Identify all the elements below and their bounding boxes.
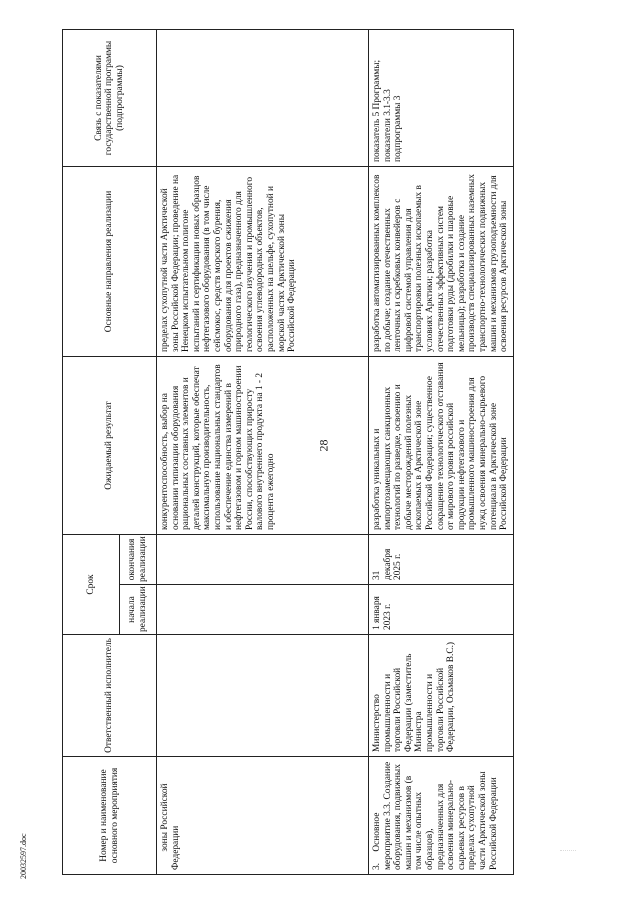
activity-name-cell (157, 757, 369, 875)
header-term-end: окончания реализации (120, 535, 157, 585)
header-name: Номер и наименование основного мероприятия (63, 757, 157, 875)
header-link: Связь с показателями государственной программы (подпрограммы) (63, 30, 157, 167)
rotated-landscape-table (62, 30, 640, 875)
executor-cell: Министерство промышленности и торговли Российской Федерации (заместитель Министра промышленности и торговли Российской Федерации, Осьмаков В.С.) (369, 635, 514, 757)
page-number: 28 (316, 439, 331, 452)
footer-doc-code: 20032597.doc (19, 833, 28, 879)
start-cell: 1 января 2023 г. (369, 585, 514, 635)
end-cell: 31 декабря 2025 г. (369, 535, 514, 585)
header-directions: Основные направления реализации (63, 167, 157, 357)
activities-table (62, 29, 514, 875)
executor-cell (157, 635, 369, 757)
header-result: Ожидаемый результат (63, 357, 157, 535)
link-cell (157, 30, 369, 167)
header-term-start: начала реализации (120, 585, 157, 635)
scan-mark (560, 842, 576, 851)
end-cell (157, 535, 369, 585)
activity-name: Основное мероприятие 3.3. Создание оборудования, подвижных машин и механизмов (в том числе опытных образцов), предназначенных для освоения минерально-сырьевых ресурсов в пределах сухопутной части Арктической зоны Российской Федерации (372, 761, 499, 870)
activity-name-cell (369, 757, 514, 875)
link-cell: показатель 5 Программы; показатели 3.1-3.3 подпрограммы 3 (369, 30, 514, 167)
table-row (157, 30, 369, 875)
directions-cell: пределах сухопутной части Арктической зоны Российской Федерации; проведение на Ненецком испытательном полигоне испытаний и сертификации новых образцов нефтегазового оборудования (в том числе сейсмокос, средств морского бурения, оборудования для проектов сжижения природного газа), предназначенного для геологического изучения и промышленного освоения углеводородных объектов, расположенных на шельфе, сухопутной и морской частях Арктической зоны Российской Федерации (157, 167, 369, 357)
header-term: Срок (63, 535, 120, 635)
table-area (62, 30, 640, 875)
table-row (369, 30, 514, 875)
result-cell: разработка уникальных и импортозамещающих санкционных технологий по разведке, освоению и добыче месторождений полезных ископаемых в Арктической зоне Российской Федерации; существенное сокращение технологического отставания от мирового уровня российской продукции нефтегазового и промышленного машиностроения для нужд освоения минерально-сырьевого потенциала в Арктической зоне Российской Федерации (369, 357, 514, 535)
start-cell (157, 585, 369, 635)
header-row (63, 30, 120, 875)
header-executor: Ответственный исполнитель (63, 635, 157, 757)
directions-cell: разработка автоматизированных комплексов по добыче; создание отечественных ленточных и скребковых конвейеров с цифровой системой управления для транспортировки полезных ископаемых в условиях Арктики; разработка отечественных эффективных систем подготовки руды (дробилки и шаровые мельницы); разработка и создание производств специализированных наземных транспортно-технологических подвижных машин и механизмов грузоподъемности для освоения ресурсов Арктической зоны (369, 167, 514, 357)
result-cell: конкурентоспособность, выбор на основании типизации оборудования рациональных составных элементов и деталей конструкций, которые обеспечат максимальную производительность, использование национальных стандартов и обеспечение единства измерений в нефтегазовом и горном машиностроении России, способствующих приросту валового внутреннего продукта на 1 - 2 процента ежегодно (157, 357, 369, 535)
activity-name: зоны Российской Федерации (160, 783, 181, 870)
activity-number: 3. (372, 862, 382, 870)
